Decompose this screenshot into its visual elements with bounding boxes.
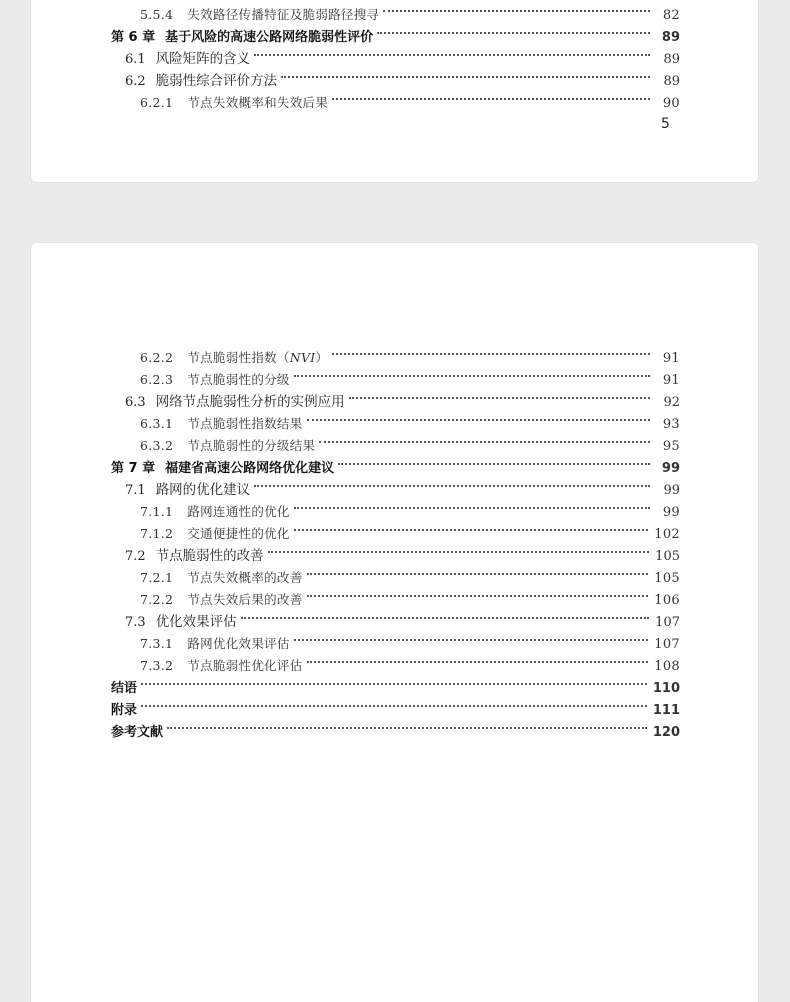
toc-entry-title <box>156 479 251 501</box>
dot-leader <box>307 582 649 604</box>
toc-entry-page: 111 <box>652 703 680 718</box>
toc-entry-page: 105 <box>654 571 680 586</box>
toc-entry-title-text: 交通便捷性的优化 <box>187 526 290 541</box>
toc-entry-title-text: 节点失效后果的改善 <box>187 592 303 607</box>
toc-entry-number: 6.2 <box>125 74 146 89</box>
dot-leader <box>349 384 650 406</box>
dot-leader <box>319 428 650 450</box>
toc-entry-page: 102 <box>654 527 680 542</box>
dot-leader <box>332 85 650 107</box>
toc-entry-title-text: 失效路径传播特征及脆弱路径搜寻 <box>187 7 380 22</box>
toc-entry-number: 6.2.3 <box>140 372 174 387</box>
toc-entry-title <box>156 48 251 70</box>
toc-entry-page: 89 <box>663 52 680 67</box>
toc-entry-sub[interactable] <box>111 340 680 366</box>
toc-entry-title <box>156 611 237 633</box>
toc-entry-page: 108 <box>654 659 680 674</box>
dot-leader <box>332 340 650 362</box>
toc-entry-chapter[interactable] <box>111 670 680 696</box>
toc-entry-number: 7.3.2 <box>140 658 174 673</box>
toc-entry-number: 7.1.2 <box>140 526 174 541</box>
toc-entry-page: 92 <box>663 395 680 410</box>
toc-entry-sub[interactable] <box>111 0 680 23</box>
toc-entry-title <box>187 4 379 26</box>
toc-entry-title <box>187 413 302 435</box>
toc-entry-title <box>187 567 302 589</box>
toc-entry-title-text: 优化效果评估 <box>155 614 237 630</box>
toc-entry-page: 107 <box>655 615 680 630</box>
toc-entry-title <box>187 435 315 457</box>
dot-leader <box>294 516 649 538</box>
toc-entry-page: 93 <box>662 417 680 432</box>
toc-entry-title-text: 路网优化效果评估 <box>187 636 290 651</box>
toc-entry-page: 99 <box>662 505 680 520</box>
toc-entry-number: 7.3 <box>125 615 146 630</box>
table-of-contents <box>111 0 680 111</box>
toc-entry-page: 91 <box>662 373 680 388</box>
dot-leader <box>141 692 647 714</box>
toc-entry-title-text: 结语 <box>111 681 138 696</box>
toc-entry-title-text: 节点脆弱性的分级结果 <box>187 438 316 453</box>
dot-leader <box>241 604 649 626</box>
toc-entry-title <box>111 678 137 700</box>
toc-entry-chapter[interactable] <box>111 714 680 740</box>
toc-entry-number: 6.3 <box>125 395 146 410</box>
toc-entry-number: 7.2.1 <box>140 570 174 585</box>
toc-entry-title-tail: ） <box>315 350 329 365</box>
toc-entry-number: 6.3.2 <box>140 438 174 453</box>
dot-leader <box>167 714 647 736</box>
toc-entry-number: 7.2 <box>125 549 146 564</box>
toc-entry-page: 105 <box>655 549 680 564</box>
toc-entry-number: 7.2.2 <box>140 592 174 607</box>
toc-entry-title-text: 节点脆弱性的改善 <box>155 548 264 564</box>
toc-entry-number: 5.5.4 <box>140 7 174 22</box>
toc-entry-title-text: 风险矩阵的含义 <box>155 51 251 67</box>
toc-entry-number: 第 7 章 <box>111 461 156 476</box>
toc-entry-number: 7.3.1 <box>140 636 174 651</box>
toc-entry-title-text: 路网的优化建议 <box>155 482 251 498</box>
document-page-bottom <box>30 242 759 1002</box>
toc-entry-title-text: 节点失效概率和失效后果 <box>187 95 329 110</box>
dot-leader <box>254 41 650 63</box>
toc-entry-page: 99 <box>663 483 680 498</box>
toc-entry-title <box>187 92 328 114</box>
toc-entry-page: 89 <box>663 74 680 89</box>
toc-entry-title-text: 参考文献 <box>111 725 164 740</box>
toc-entry-number: 6.2.1 <box>140 95 174 110</box>
dot-leader <box>307 648 649 670</box>
dot-leader <box>268 538 649 560</box>
dot-leader <box>294 494 650 516</box>
dot-leader <box>294 626 649 648</box>
dot-leader <box>338 450 650 472</box>
toc-entry-title <box>156 545 264 567</box>
dot-leader <box>294 362 650 384</box>
toc-entry-title <box>156 70 278 92</box>
toc-entry-number: 7.1 <box>125 483 146 498</box>
document-page-top <box>30 0 759 183</box>
toc-entry-title <box>111 722 163 744</box>
toc-entry-number: 6.1 <box>125 52 146 67</box>
toc-entry-title <box>187 501 289 523</box>
toc-entry-title-text: 福建省高速公路网络优化建议 <box>165 461 335 476</box>
toc-entry-page: 95 <box>662 439 680 454</box>
dot-leader <box>254 472 650 494</box>
toc-entry-title-text: 路网连通性的优化 <box>187 504 290 519</box>
toc-entry-page: 89 <box>661 30 680 45</box>
toc-entry-title <box>187 633 289 655</box>
dot-leader <box>307 560 649 582</box>
table-of-contents <box>111 340 680 740</box>
toc-entry-page: 82 <box>662 8 680 23</box>
dot-leader <box>383 0 650 19</box>
toc-entry-title <box>187 369 289 391</box>
toc-entry-page: 90 <box>662 96 680 111</box>
toc-entry-number: 6.2.2 <box>140 350 174 365</box>
toc-entry-title-text: 节点脆弱性优化评估 <box>187 658 303 673</box>
dot-leader <box>141 670 647 692</box>
dot-leader <box>377 19 650 41</box>
dot-leader <box>307 406 650 428</box>
toc-entry-title-text: 脆弱性综合评价方法 <box>155 73 278 89</box>
toc-entry-page: 107 <box>654 637 680 652</box>
toc-entry-page: 91 <box>662 351 680 366</box>
page-number: 5 <box>661 116 670 132</box>
toc-entry-page: 106 <box>654 593 680 608</box>
toc-entry-title-text: 节点脆弱性的分级 <box>187 372 290 387</box>
toc-entry-number: 第 6 章 <box>111 30 156 45</box>
toc-entry-number: 7.1.1 <box>140 504 174 519</box>
toc-entry-title-text: 附录 <box>111 703 138 718</box>
toc-entry-page: 120 <box>652 725 680 740</box>
toc-entry-title <box>111 700 137 722</box>
toc-entry-title-text: 网络节点脆弱性分析的实例应用 <box>155 394 345 410</box>
toc-entry-number: 6.3.1 <box>140 416 174 431</box>
toc-entry-title-text: 节点脆弱性指数结果 <box>187 416 303 431</box>
toc-entry-title-text: 节点失效概率的改善 <box>187 570 303 585</box>
toc-entry-chapter[interactable] <box>111 692 680 718</box>
toc-entry-page: 110 <box>652 681 680 696</box>
toc-entry-title-text: 节点脆弱性指数（ <box>187 350 290 365</box>
toc-entry-title-abbrev: NVI <box>289 350 316 365</box>
toc-entry-title-text: 基于风险的高速公路网络脆弱性评价 <box>165 30 374 45</box>
toc-entry-page: 99 <box>661 461 680 476</box>
dot-leader <box>281 63 650 85</box>
